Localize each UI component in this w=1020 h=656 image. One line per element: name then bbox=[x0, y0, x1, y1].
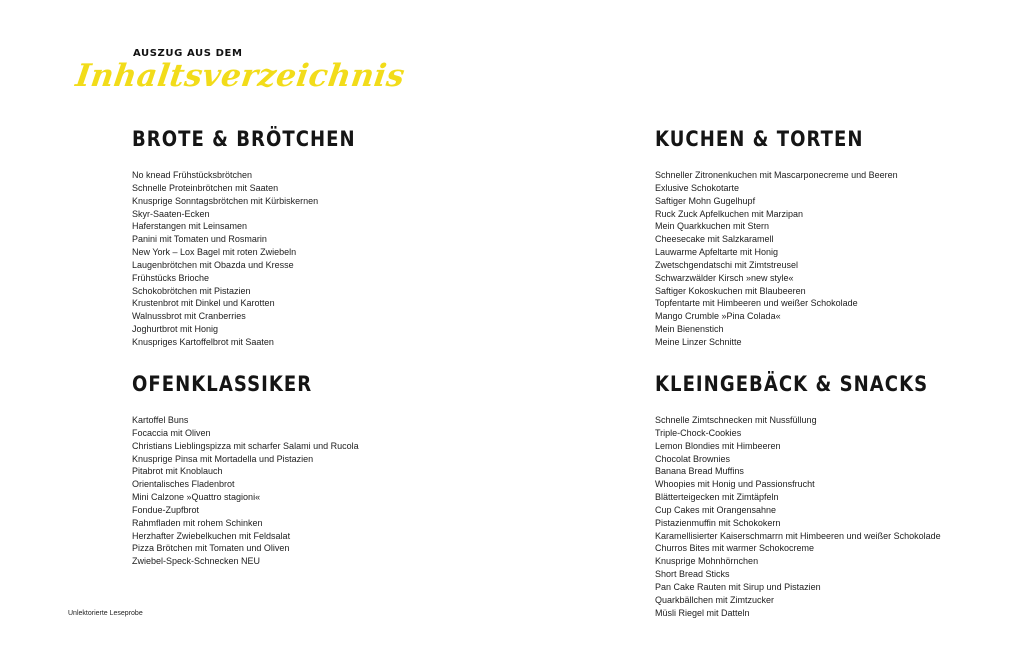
recipe-item: Saftiger Mohn Gugelhupf bbox=[655, 195, 756, 206]
section-title: KUCHEN & TORTEN bbox=[655, 127, 864, 151]
recipe-item: Lauwarme Apfeltarte mit Honig bbox=[655, 247, 779, 258]
recipe-item: Pan Cake Rauten mit Sirup und Pistazien bbox=[655, 581, 821, 592]
recipe-item: Saftiger Kokoskuchen mit Blaubeeren bbox=[655, 285, 806, 296]
kicker-text: AUSZUG AUS DEM bbox=[133, 48, 243, 59]
recipe-item: Exlusive Schokotarte bbox=[655, 182, 740, 193]
recipe-item: Triple-Chock-Cookies bbox=[655, 427, 742, 438]
section-brote bbox=[132, 126, 392, 349]
recipe-list bbox=[655, 169, 898, 349]
recipe-item: Walnussbrot mit Cranberries bbox=[132, 311, 246, 322]
recipe-item: Lemon Blondies mit Himbeeren bbox=[655, 440, 781, 451]
recipe-item: Pistazienmuffin mit Schokokern bbox=[655, 517, 781, 528]
recipe-item: Meine Linzer Schnitte bbox=[655, 336, 742, 347]
recipe-item: No knead Frühstücksbrötchen bbox=[132, 170, 253, 180]
section-title: OFENKLASSIKER bbox=[132, 372, 313, 396]
recipe-item: Mein Quarkkuchen mit Stern bbox=[655, 221, 770, 232]
recipe-item: Joghurtbrot mit Honig bbox=[132, 324, 219, 335]
recipe-item: Schwarzwälder Kirsch »new style« bbox=[655, 272, 794, 283]
recipe-item: Haferstangen mit Leinsamen bbox=[132, 221, 248, 232]
recipe-item: Krustenbrot mit Dinkel und Karotten bbox=[132, 298, 275, 309]
recipe-item: Rahmfladen mit rohem Schinken bbox=[132, 517, 263, 528]
recipe-item: Knusprige Pinsa mit Mortadella und Pistazien bbox=[132, 453, 314, 464]
recipe-item: Schneller Zitronenkuchen mit Mascarponecreme und Beeren bbox=[655, 170, 898, 180]
recipe-item: Schnelle Zimtschnecken mit Nussfüllung bbox=[655, 415, 817, 425]
recipe-item: Karamellisierter Kaiserschmarrn mit Himbeeren und weißer Schokolade bbox=[655, 530, 941, 541]
recipe-item: Short Bread Sticks bbox=[655, 569, 730, 580]
recipe-item: Blätterteigecken mit Zimtäpfeln bbox=[655, 492, 779, 503]
recipe-item: Herzhafter Zwiebelkuchen mit Feldsalat bbox=[132, 530, 291, 541]
recipe-item: Fondue-Zupfbrot bbox=[132, 504, 200, 515]
recipe-item: Topfentarte mit Himbeeren und weißer Schokolade bbox=[655, 298, 858, 309]
recipe-list bbox=[132, 169, 392, 349]
recipe-item: Whoopies mit Honig und Passionsfrucht bbox=[655, 479, 815, 490]
recipe-item: Mango Crumble »Pina Colada« bbox=[655, 311, 781, 322]
recipe-item: Knusprige Mohnhörnchen bbox=[655, 556, 759, 567]
recipe-item: Ruck Zuck Apfelkuchen mit Marzipan bbox=[655, 208, 804, 219]
recipe-item: Pitabrot mit Knoblauch bbox=[132, 466, 223, 477]
section-kleingebaeck bbox=[655, 371, 973, 620]
section-title: KLEINGEBÄCK & SNACKS bbox=[655, 372, 929, 396]
recipe-item: Christians Lieblingspizza mit scharfer Salami und Rucola bbox=[132, 440, 359, 451]
recipe-item: Knusprige Sonntagsbrötchen mit Kürbiskernen bbox=[132, 195, 319, 206]
recipe-item: Focaccia mit Oliven bbox=[132, 427, 211, 438]
recipe-item: Frühstücks Brioche bbox=[132, 272, 210, 283]
recipe-item: Zwiebel-Speck-Schnecken NEU bbox=[132, 556, 261, 567]
recipe-item: Pizza Brötchen mit Tomaten und Oliven bbox=[132, 543, 290, 554]
recipe-list bbox=[655, 414, 973, 620]
recipe-item: New York – Lox Bagel mit roten Zwiebeln bbox=[132, 247, 297, 258]
recipe-list bbox=[132, 414, 359, 568]
recipe-item: Banana Bread Muffins bbox=[655, 466, 744, 477]
page-title: Inhaltsverzeichnis bbox=[73, 58, 408, 94]
recipe-item: Laugenbrötchen mit Obazda und Kresse bbox=[132, 259, 294, 270]
recipe-item: Orientalisches Fladenbrot bbox=[132, 479, 235, 490]
recipe-item: Mein Bienenstich bbox=[655, 324, 724, 335]
recipe-item: Skyr-Saaten-Ecken bbox=[132, 208, 210, 219]
recipe-item: Kartoffel Buns bbox=[132, 415, 189, 425]
section-ofenklassiker bbox=[132, 371, 359, 568]
recipe-item: Chocolat Brownies bbox=[655, 453, 731, 464]
recipe-item: Schokobrötchen mit Pistazien bbox=[132, 285, 251, 296]
section-title: BROTE & BRÖTCHEN bbox=[132, 127, 356, 151]
recipe-item: Churros Bites mit warmer Schokocreme bbox=[655, 543, 815, 554]
recipe-item: Müsli Riegel mit Datteln bbox=[655, 607, 750, 618]
recipe-item: Panini mit Tomaten und Rosmarin bbox=[132, 234, 267, 245]
recipe-item: Knuspriges Kartoffelbrot mit Saaten bbox=[132, 336, 274, 347]
recipe-item: Cup Cakes mit Orangensahne bbox=[655, 504, 777, 515]
recipe-item: Mini Calzone »Quattro stagioni« bbox=[132, 492, 261, 503]
recipe-item: Quarkbällchen mit Zimtzucker bbox=[655, 594, 775, 605]
recipe-item: Zwetschgendatschi mit Zimtstreusel bbox=[655, 259, 799, 270]
recipe-item: Schnelle Proteinbrötchen mit Saaten bbox=[132, 182, 279, 193]
recipe-item: Cheesecake mit Salzkaramell bbox=[655, 234, 774, 245]
section-kuchen bbox=[655, 126, 898, 349]
footer-note: Unlektorierte Leseprobe bbox=[68, 610, 143, 617]
